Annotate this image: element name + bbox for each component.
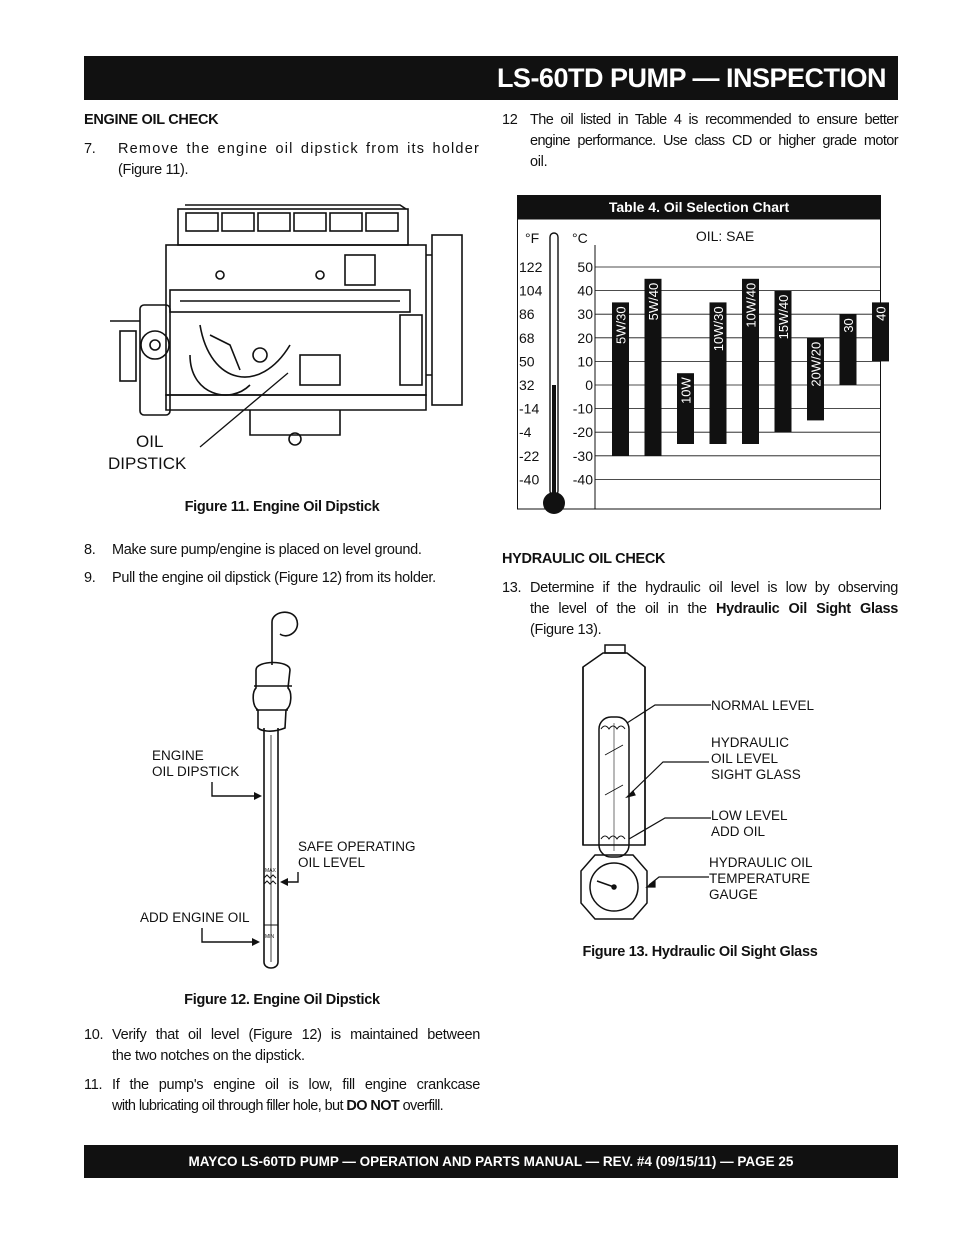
step-text: the two notches on the dipstick. xyxy=(112,1048,305,1064)
thermometer-bulb xyxy=(543,492,565,514)
tick-label-c: -40 xyxy=(572,471,593,488)
step-text: the level of the oil in the Hydraulic Oil Sight Glass xyxy=(530,601,898,617)
hydraulic-oil-label: HYDRAULIC OIL xyxy=(709,855,813,870)
oil-level-label: OIL LEVEL xyxy=(711,751,779,766)
tick-label-c: 50 xyxy=(577,259,593,275)
tick-label-f: 104 xyxy=(519,282,543,299)
step-text: Verify that oil level (Figure 12) is maintained between xyxy=(112,1027,480,1043)
step-text: engine performance. Use class CD or higher grade motor xyxy=(530,133,898,149)
normal-level-label: NORMAL LEVEL xyxy=(711,698,815,713)
step-8 xyxy=(84,540,480,562)
thermometer-mercury xyxy=(552,385,556,497)
oil-bar-label: 10W/30 xyxy=(711,306,726,352)
figure-11-caption: Figure 11. Engine Oil Dipstick xyxy=(184,499,380,515)
step-number: 13. xyxy=(502,580,522,596)
step-number: 10. xyxy=(84,1027,104,1043)
tick-label-f: -14 xyxy=(519,400,540,417)
tick-label-c: -30 xyxy=(572,447,593,464)
page-header: LS-60TD PUMP — INSPECTION xyxy=(84,56,898,100)
add-engine-oil-label: ADD ENGINE OIL xyxy=(140,910,250,925)
oil-bar-label: 15W/40 xyxy=(776,294,791,340)
dipstick-label: DIPSTICK xyxy=(108,454,187,473)
tick-label-c: 30 xyxy=(577,306,593,323)
step-text: Determine if the hydraulic oil level is low by observing xyxy=(530,580,898,596)
chart-title: Table 4. Oil Selection Chart xyxy=(608,199,790,215)
step-text: oil. xyxy=(530,154,548,170)
oil-bar-label: 40 xyxy=(873,306,889,321)
sight-glass-label: SIGHT GLASS xyxy=(711,767,801,782)
hydraulic-label: HYDRAULIC xyxy=(711,735,790,750)
oil-bar-label: 30 xyxy=(841,318,856,333)
tick-label-f: 122 xyxy=(519,259,543,275)
low-level-label: LOW LEVEL xyxy=(711,808,788,823)
oil-dipstick-label: OIL DIPSTICK xyxy=(152,764,240,779)
sight-glass-emphasis: Hydraulic Oil Sight Glass xyxy=(715,601,898,617)
engine-oil-check-heading: ENGINE OIL CHECK xyxy=(84,112,219,128)
temperature-label: TEMPERATURE xyxy=(709,871,811,886)
figure-12-caption: Figure 12. Engine Oil Dipstick xyxy=(184,992,380,1008)
step-11 xyxy=(84,1075,480,1119)
oil-bar-label: 5W/30 xyxy=(613,306,629,344)
step-number: 12 xyxy=(502,112,518,128)
tick-label-f: -40 xyxy=(519,471,540,488)
do-not-emphasis: DO NOT xyxy=(346,1098,400,1114)
tick-label-c: 0 xyxy=(585,377,593,393)
tick-label-f: 86 xyxy=(519,306,535,323)
tick-label-f: -4 xyxy=(519,424,532,441)
step-text: (Figure 13). xyxy=(530,622,602,638)
step-text: (Figure 11). xyxy=(118,162,189,178)
step-12 xyxy=(502,110,898,176)
oil-bar-label: 10W xyxy=(678,377,694,404)
tick-label-c: -20 xyxy=(572,424,593,441)
tick-label-f: 32 xyxy=(519,377,535,393)
tick-label-f: 50 xyxy=(519,353,535,370)
step-number: 11. xyxy=(84,1077,103,1093)
max-mark: MAX xyxy=(265,868,276,874)
step-text: The oil listed in Table 4 is recommended to ensure better xyxy=(530,112,898,128)
tick-label-f: -22 xyxy=(519,447,540,464)
safe-operating-label: SAFE OPERATING xyxy=(298,839,416,854)
tick-label-c: -10 xyxy=(572,400,593,417)
step-text: Pull the engine oil dipstick (Figure 12) from its holder. xyxy=(112,570,436,586)
step-text: Remove the engine oil dipstick from its holder xyxy=(118,141,480,157)
step-10 xyxy=(84,1025,480,1069)
hydraulic-oil-check-heading: HYDRAULIC OIL CHECK xyxy=(502,551,666,567)
step-text: If the pump's engine oil is low, fill engine crankcase xyxy=(112,1077,480,1093)
gauge-label: GAUGE xyxy=(709,887,758,902)
step-text: with lubricating oil through filler hole, but DO NOT overfill. xyxy=(112,1098,444,1114)
page-footer: MAYCO LS-60TD PUMP — OPERATION AND PARTS MANUAL — REV. #4 (09/15/11) — PAGE 25 xyxy=(84,1145,898,1178)
step-number: 7. xyxy=(84,141,96,157)
chart-frame xyxy=(518,219,881,509)
dipstick-illustration xyxy=(130,610,440,975)
step-7 xyxy=(84,139,480,183)
oil-sae-label: OIL: SAE xyxy=(695,228,755,244)
add-oil-label: ADD OIL xyxy=(711,824,766,839)
engine-label: ENGINE xyxy=(152,748,204,763)
oil-level-label: OIL LEVEL xyxy=(298,855,366,870)
figure-13-caption: Figure 13. Hydraulic Oil Sight Glass xyxy=(582,944,818,960)
min-mark: MIN xyxy=(265,934,275,940)
tick-label-c: 20 xyxy=(577,329,593,346)
tick-label-c: 40 xyxy=(577,282,593,299)
step-number: 8. xyxy=(84,542,96,558)
oil-bar-label: 5W/40 xyxy=(646,282,661,321)
oil-label: OIL xyxy=(136,432,164,451)
oil-bar-label: 10W/40 xyxy=(743,282,759,328)
step-9 xyxy=(84,568,480,590)
tick-label-f: 68 xyxy=(519,329,535,346)
engine-illustration xyxy=(100,195,480,480)
sight-glass-illustration xyxy=(575,645,835,930)
tick-label-c: 10 xyxy=(577,353,593,370)
oil-selection-chart xyxy=(517,195,889,517)
oil-bar-label: 20W/20 xyxy=(808,341,824,387)
celsius-label: °C xyxy=(572,230,588,246)
step-text: Make sure pump/engine is placed on level ground. xyxy=(112,542,422,558)
step-number: 9. xyxy=(84,570,96,586)
step-13 xyxy=(502,578,898,644)
fahrenheit-label: °F xyxy=(525,230,540,246)
